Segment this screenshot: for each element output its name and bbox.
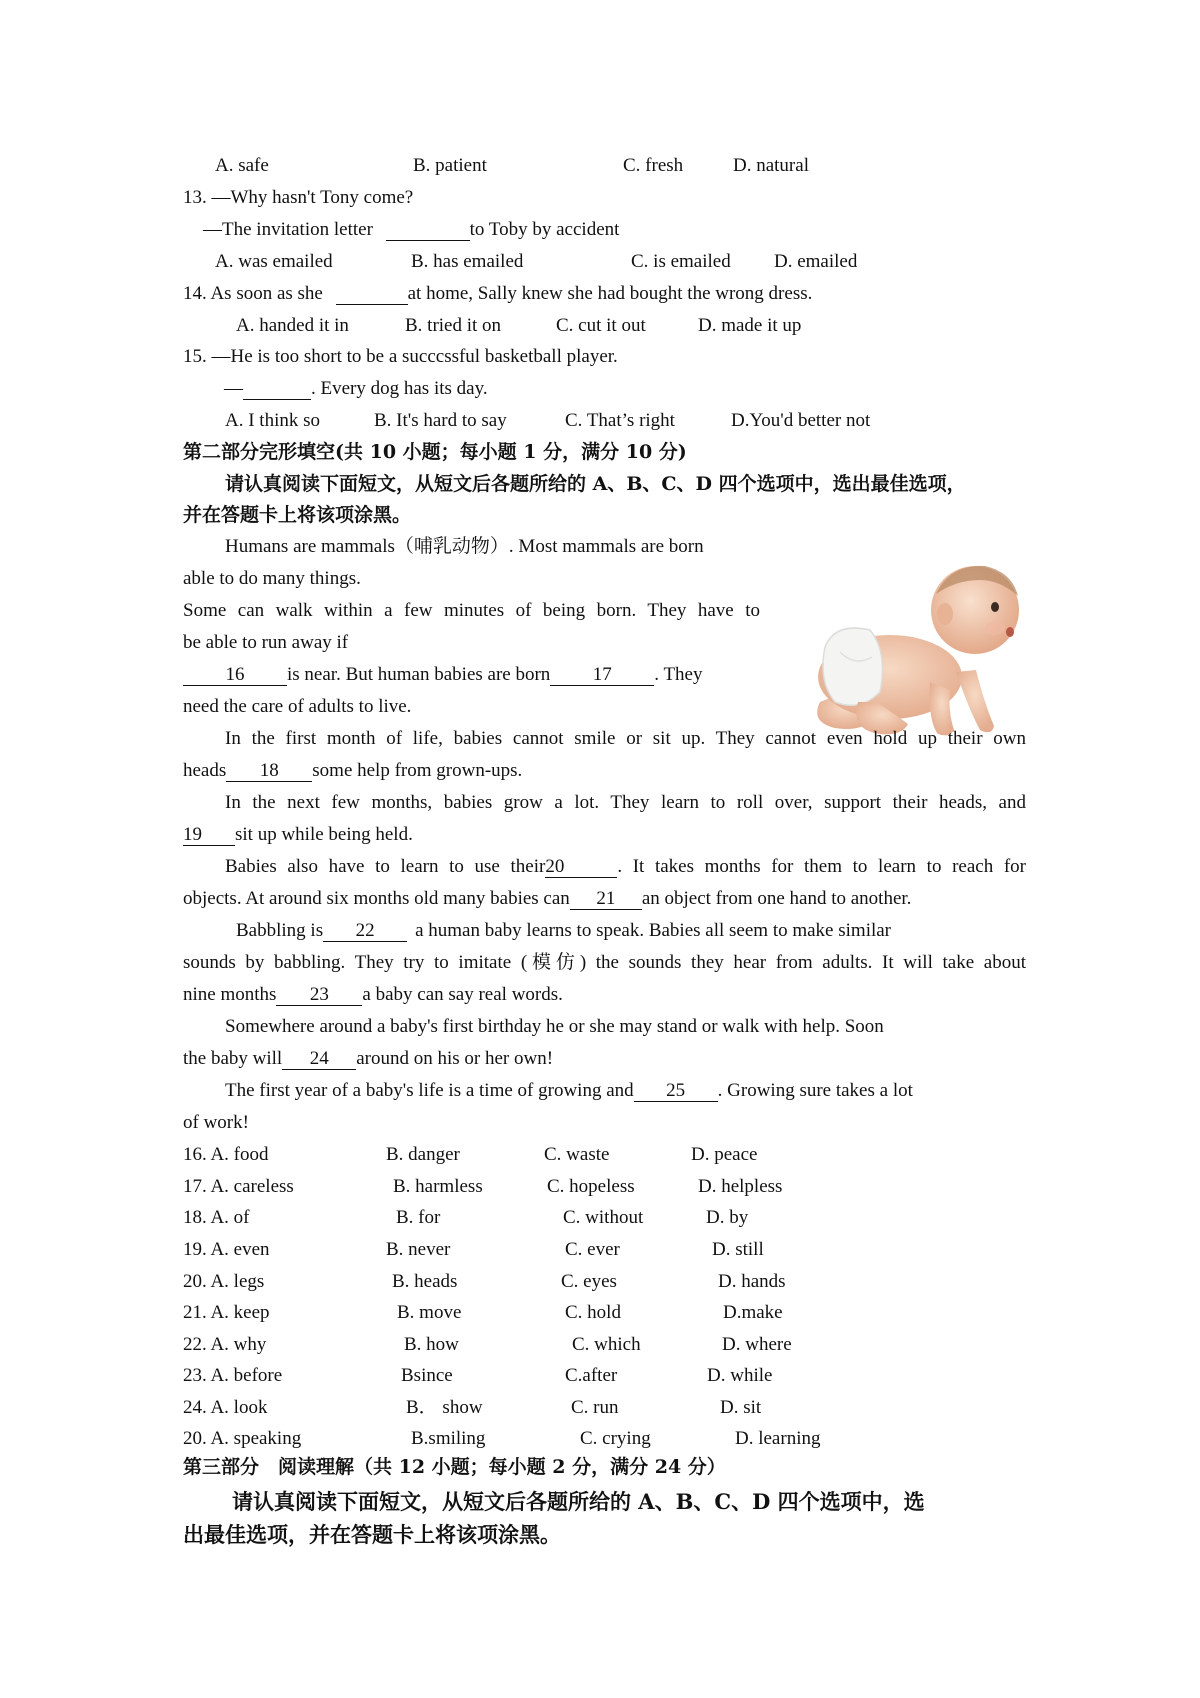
cloze-16-option-d: D. peace	[691, 1144, 758, 1165]
passage-p7-line2: of work!	[183, 1112, 249, 1133]
cloze-25-option-a: 20. A. speaking	[183, 1428, 302, 1449]
passage-p5-line2-a: sounds by babbling. They try to imitate (	[183, 952, 528, 973]
cloze-18-option-d: D. by	[706, 1207, 749, 1228]
q15-option-a: A. I think so	[225, 410, 320, 431]
q14-stem	[183, 282, 812, 306]
cloze-19-option-b: B. never	[386, 1239, 451, 1260]
passage-p1-line2: able to do many things.	[183, 568, 361, 589]
cloze-18-option-c: C. without	[563, 1207, 644, 1228]
cloze-21-option-d: D.make	[723, 1302, 783, 1323]
passage-p2-line1: In the first month of life, babies cannot smile or sit up. They cannot even hold up their own	[225, 728, 1026, 749]
passage-p5-line3	[183, 983, 563, 1007]
passage-p4-line2-post: an object from one hand to another.	[641, 888, 912, 909]
passage-p3-line2	[183, 823, 413, 847]
q15-line2-pre: —	[224, 378, 243, 399]
blank-17: 17	[550, 665, 654, 686]
cloze-22-option-b: B. how	[404, 1334, 459, 1355]
blank-21: 21	[570, 889, 642, 910]
q13-stem: 13. —Why hasn't Tony come?	[183, 187, 414, 208]
cloze-20-option-c: C. eyes	[561, 1271, 617, 1292]
passage-p5-line1-post: a human baby learns to speak. Babies all seem to make similar	[415, 920, 892, 941]
passage-p5-line2	[183, 951, 1026, 975]
passage-p1-line5	[183, 663, 703, 687]
q12-option-c: C. fresh	[623, 155, 684, 176]
crawling-baby-image	[780, 552, 1030, 742]
passage-p1-line5-mid: is near. But human babies are born	[287, 664, 551, 685]
blank-22: 22	[323, 921, 407, 942]
passage-p4-line2	[183, 887, 911, 911]
cloze-19-option-d: D. still	[712, 1239, 764, 1260]
q13-option-c: C. is emailed	[631, 251, 731, 272]
q13-blank	[386, 220, 470, 241]
passage-p5-line1	[236, 919, 891, 943]
passage-p6-line2-post: around on his or her own!	[356, 1048, 554, 1069]
part2-instruction-line1: 请认真阅读下面短文，从短文后各题所给的 A、B、C、D 四个选项中，选出最佳选项，	[225, 473, 966, 495]
cloze-22-option-d: D. where	[722, 1334, 792, 1355]
part3-instruction-line1: 请认真阅读下面短文，从短文后各题所给的 A、B、C、D 四个选项中，选	[232, 1489, 925, 1514]
passage-p1-line1	[225, 535, 704, 559]
chinese-gloss-imitate: 模仿	[527, 952, 580, 973]
passage-p2-line2-pre: heads	[183, 760, 227, 781]
passage-p5-line1-pre: Babbling is	[236, 920, 324, 941]
cloze-17-option-d: D. helpless	[698, 1176, 783, 1197]
part2-instruction-line2: 并在答题卡上将该项涂黑。	[183, 504, 412, 526]
cloze-18-option-b: B. for	[396, 1207, 441, 1228]
passage-p5-line3-pre: nine months	[183, 984, 277, 1005]
q14-option-a: A. handed it in	[236, 315, 349, 336]
cloze-19-option-a: 19. A. even	[183, 1239, 270, 1260]
q13-line2-pre: —The invitation letter	[203, 219, 373, 240]
q15-blank	[243, 379, 311, 400]
q15-line2	[224, 377, 488, 401]
cloze-17-option-a: 17. A. careless	[183, 1176, 294, 1197]
passage-p6-line1: Somewhere around a baby's first birthday he or she may stand or walk with help. Soon	[225, 1016, 884, 1037]
blank-25: 25	[634, 1081, 718, 1102]
passage-p7-line1-post: . Growing sure takes a lot	[717, 1080, 913, 1101]
cloze-17-option-c: C. hopeless	[547, 1176, 635, 1197]
passage-p7-line1	[225, 1079, 913, 1103]
cloze-23-option-d: D. while	[707, 1365, 773, 1386]
q15-line2-post: . Every dog has its day.	[311, 378, 488, 399]
blank-18: 18	[226, 761, 312, 782]
cloze-25-option-c: C. crying	[580, 1428, 651, 1449]
passage-p2-line2-post: some help from grown-ups.	[312, 760, 523, 781]
cloze-16-option-c: C. waste	[544, 1144, 610, 1165]
q14-pre: 14. As soon as she	[183, 283, 323, 304]
part2-heading: 第二部分完形填空(共 10 小题；每小题 1 分，满分 10 分)	[183, 441, 687, 463]
passage-p6-line2	[183, 1047, 553, 1071]
passage-p4-line1	[225, 855, 1026, 879]
q12-option-a: A. safe	[215, 155, 269, 176]
cloze-24-option-a: 24. A. look	[183, 1397, 268, 1418]
q14-option-b: B. tried it on	[405, 315, 502, 336]
blank-20: 20	[545, 857, 617, 878]
passage-p5-line2-b: ) the sounds they hear from adults. It will take about	[579, 952, 1026, 973]
q15-option-d: D.You'd better not	[731, 410, 871, 431]
q14-option-d: D. made it up	[698, 315, 802, 336]
passage-p5-line3-post: a baby can say real words.	[362, 984, 563, 1005]
cloze-21-option-b: B. move	[397, 1302, 462, 1323]
q14-option-c: C. cut it out	[556, 315, 646, 336]
cloze-20-option-a: 20. A. legs	[183, 1271, 265, 1292]
cloze-23-option-b: Bsince	[401, 1365, 453, 1386]
cloze-23-option-a: 23. A. before	[183, 1365, 283, 1386]
passage-p1-line4: be able to run away if	[183, 632, 349, 653]
blank-24: 24	[282, 1049, 356, 1070]
cloze-20-option-b: B. heads	[392, 1271, 458, 1292]
q12-option-b: B. patient	[413, 155, 487, 176]
passage-p4-line1-pre: Babies also have to learn to use their	[225, 856, 546, 877]
passage-p1-line1-a: Humans are mammals（	[225, 536, 414, 557]
cloze-17-option-b: B. harmless	[393, 1176, 483, 1197]
q13-option-a: A. was emailed	[215, 251, 333, 272]
part3-heading: 第三部分 阅读理解（共 12 小题；每小题 2 分，满分 24 分）	[183, 1456, 726, 1478]
passage-p1-line6: need the care of adults to live.	[183, 696, 412, 717]
q13-option-d: D. emailed	[774, 251, 858, 272]
cloze-25-option-d: D. learning	[735, 1428, 821, 1449]
cloze-22-option-a: 22. A. why	[183, 1334, 267, 1355]
passage-p1-line3: Some can walk within a few minutes of being born. They have to	[183, 600, 760, 621]
cloze-20-option-d: D. hands	[718, 1271, 786, 1292]
cloze-24-option-b: B． show	[406, 1397, 483, 1418]
passage-p2-line2	[183, 759, 522, 783]
q15-option-c: C. That’s right	[565, 410, 675, 431]
part3-instruction-line2: 出最佳选项，并在答题卡上将该项涂黑。	[183, 1522, 561, 1547]
cloze-19-option-c: C. ever	[565, 1239, 620, 1260]
cloze-16-option-b: B. danger	[386, 1144, 460, 1165]
chinese-gloss-mammals: 哺乳动物	[413, 536, 490, 557]
passage-p3-line1: In the next few months, babies grow a lot. They learn to roll over, support their heads, and	[225, 792, 1026, 813]
q14-post: at home, Sally knew she had bought the wrong dress.	[407, 283, 813, 304]
passage-p6-line2-pre: the baby will	[183, 1048, 283, 1069]
q13-line2-post: to Toby by accident	[469, 219, 620, 240]
passage-p7-line1-pre: The first year of a baby's life is a time of growing and	[225, 1080, 634, 1101]
passage-p4-line1-post: . It takes months for them to learn to reach for	[617, 856, 1026, 877]
cloze-24-option-d: D. sit	[720, 1397, 762, 1418]
blank-16: 16	[183, 665, 287, 686]
cloze-22-option-c: C. which	[572, 1334, 641, 1355]
q13-line2	[203, 218, 619, 242]
passage-p1-line5-end: . They	[654, 664, 703, 685]
cloze-23-option-c: C.after	[565, 1365, 618, 1386]
q13-option-b: B. has emailed	[411, 251, 524, 272]
cloze-24-option-c: C. run	[571, 1397, 619, 1418]
cloze-21-option-a: 21. A. keep	[183, 1302, 270, 1323]
passage-p4-line2-pre: objects. At around six months old many babies can	[183, 888, 570, 909]
q12-option-d: D. natural	[733, 155, 809, 176]
q14-blank	[336, 284, 408, 305]
blank-23: 23	[276, 985, 362, 1006]
cloze-25-option-b: B.smiling	[411, 1428, 486, 1449]
passage-p1-line1-b: ）. Most mammals are born	[489, 536, 704, 557]
q15-stem: 15. —He is too short to be a succcssful basketball player.	[183, 346, 618, 367]
q15-option-b: B. It's hard to say	[374, 410, 507, 431]
cloze-18-option-a: 18. A. of	[183, 1207, 250, 1228]
cloze-21-option-c: C. hold	[565, 1302, 621, 1323]
cloze-16-option-a: 16. A. food	[183, 1144, 269, 1165]
blank-19: 19	[183, 825, 235, 846]
passage-p3-line2-post: sit up while being held.	[235, 824, 413, 845]
